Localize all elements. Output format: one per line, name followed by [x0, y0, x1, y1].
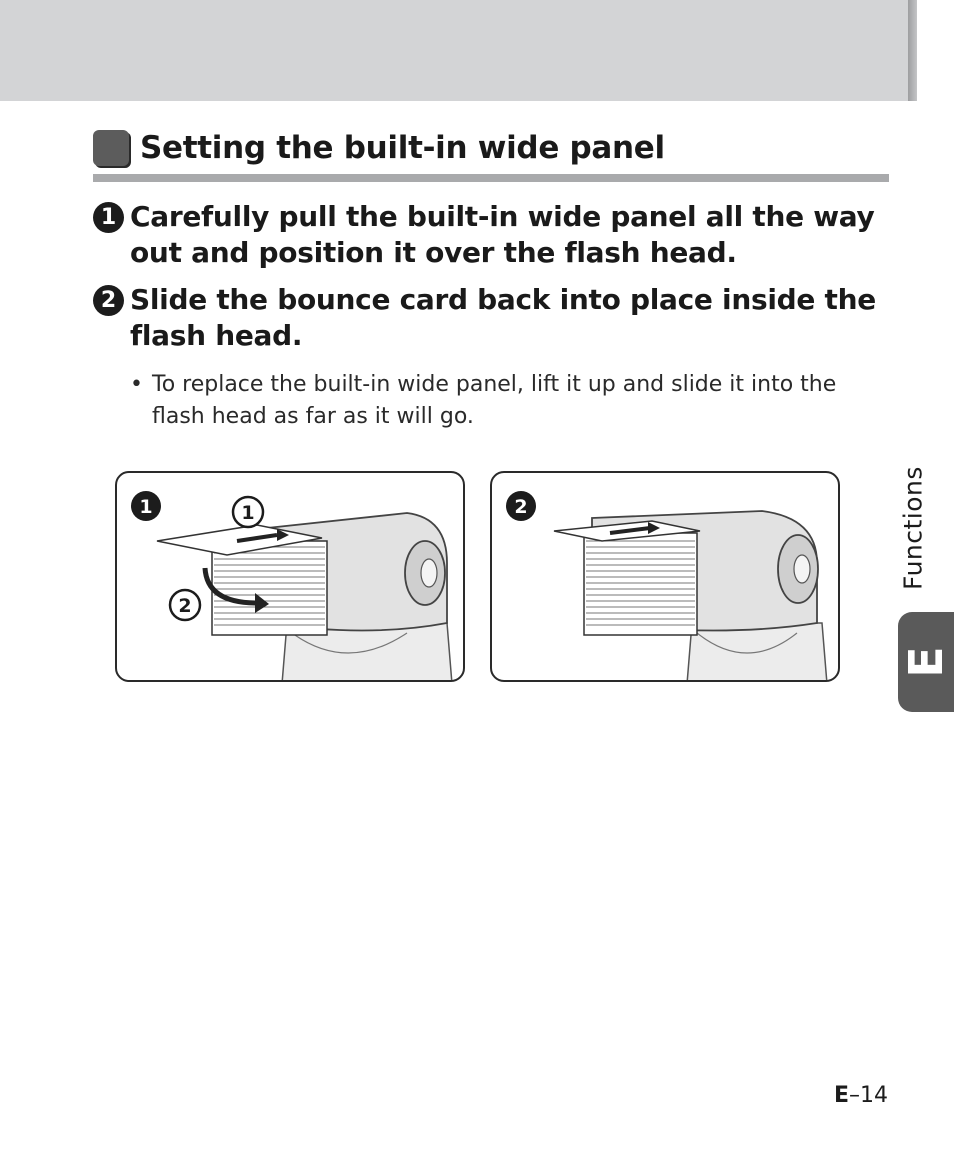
step-text: Slide the bounce card back into place inside the flash head. — [130, 283, 876, 352]
chapter-label — [893, 458, 933, 598]
chapter-tab — [898, 612, 954, 712]
header-band — [0, 0, 908, 101]
note — [130, 369, 860, 433]
callout-2-label: 2 — [178, 595, 192, 617]
figure-step-1 — [115, 471, 465, 682]
note-text: To replace the built-in wide panel, lift it up and slide it into the flash head as far as it will go. — [152, 372, 837, 429]
figure-step-badge-label: 1 — [139, 496, 153, 518]
title-underline — [93, 174, 889, 182]
bullet: • — [130, 372, 143, 397]
step-2 — [93, 282, 893, 354]
callout-1-label: 1 — [241, 502, 255, 524]
page-prefix: E — [833, 1083, 849, 1108]
page-number — [834, 1083, 888, 1108]
figure-step-badge-label: 2 — [514, 496, 528, 518]
step-1 — [93, 199, 893, 271]
page-dash: – — [849, 1083, 860, 1108]
flash-illustration-slide-card — [492, 473, 840, 682]
chapter-label-text: Functions — [898, 466, 928, 590]
chapter-tab-letter: E — [899, 646, 953, 678]
section-heading — [93, 130, 665, 166]
step-number-badge: 2 — [93, 285, 124, 316]
page-num: 14 — [860, 1083, 888, 1108]
section-marker-icon — [93, 130, 129, 166]
header-band-edge — [908, 0, 917, 101]
step-text: Carefully pull the built-in wide panel all the way out and position it over the flash head. — [130, 200, 875, 269]
flash-illustration-pull-panel — [117, 473, 465, 682]
step-number-badge: 1 — [93, 202, 124, 233]
figure-step-2 — [490, 471, 840, 682]
section-title: Setting the built-in wide panel — [140, 130, 665, 166]
